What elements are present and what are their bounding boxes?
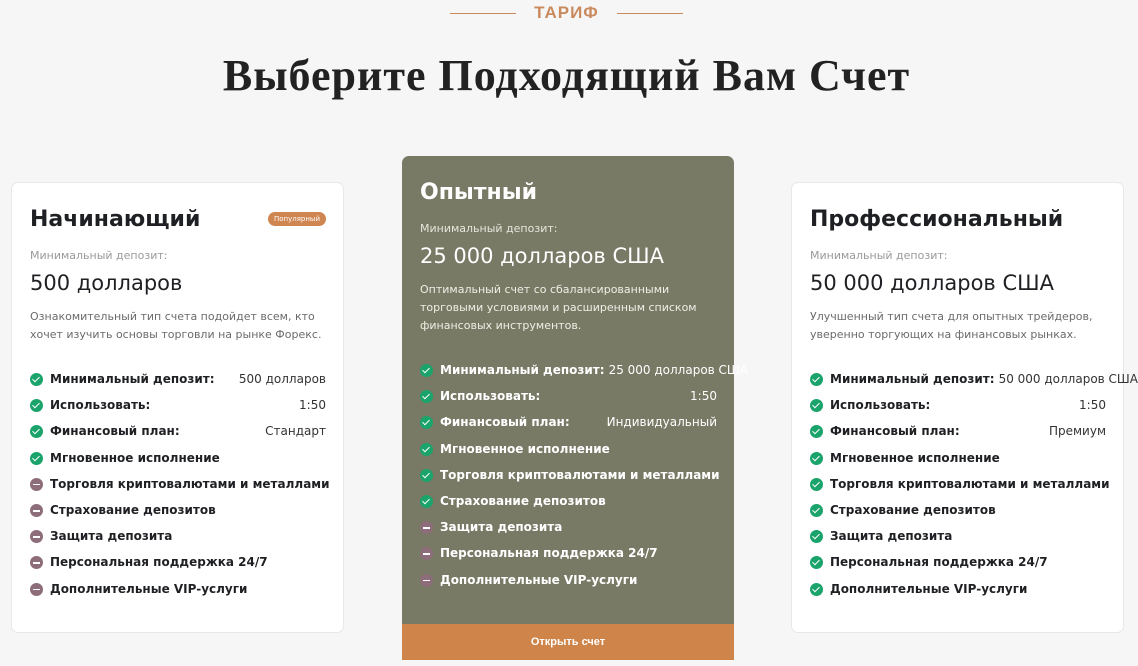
feature-label: Финансовый план: bbox=[830, 424, 960, 439]
feature-label: Дополнительные VIP-услуги bbox=[50, 581, 248, 596]
min-deposit-label: Минимальный депозит: bbox=[420, 222, 558, 235]
feature-row bbox=[810, 451, 1106, 477]
feature-label: Мгновенное исполнение bbox=[440, 441, 610, 456]
check-icon bbox=[30, 452, 43, 465]
feature-value: 1:50 bbox=[299, 398, 326, 413]
feature-row bbox=[420, 442, 717, 468]
feature-label: Мгновенное исполнение bbox=[50, 450, 220, 465]
check-icon bbox=[810, 583, 823, 596]
feature-value: 1:50 bbox=[1079, 398, 1106, 413]
feature-row bbox=[810, 398, 1106, 424]
eyebrow-line-right bbox=[617, 13, 683, 14]
feature-label: Персональная поддержка 24/7 bbox=[440, 546, 658, 561]
plan-title-text: Профессиональный bbox=[810, 207, 1064, 232]
minus-icon bbox=[420, 574, 433, 587]
feature-row bbox=[810, 503, 1106, 529]
feature-row bbox=[420, 546, 717, 572]
feature-value: Премиум bbox=[1048, 424, 1106, 439]
feature-label: Дополнительные VIP-услуги bbox=[440, 572, 638, 587]
eyebrow-text: ТАРИФ bbox=[534, 3, 599, 22]
check-icon bbox=[420, 390, 433, 403]
check-icon bbox=[420, 469, 433, 482]
popular-badge: Популярный bbox=[268, 212, 326, 226]
feature-row bbox=[810, 476, 1110, 503]
plan-title-text: Начинающий bbox=[30, 207, 201, 232]
feature-row bbox=[30, 398, 326, 424]
feature-row bbox=[810, 529, 1106, 555]
check-icon bbox=[810, 452, 823, 465]
min-deposit-label: Минимальный депозит: bbox=[30, 249, 168, 262]
plan-title bbox=[810, 207, 1106, 232]
feature-label: Финансовый план: bbox=[50, 424, 180, 439]
feature-row bbox=[420, 389, 717, 415]
feature-row bbox=[420, 467, 720, 494]
feature-label: Минимальный депозит: bbox=[440, 363, 605, 377]
feature-label: Использовать: bbox=[830, 398, 931, 413]
feature-list bbox=[30, 372, 330, 608]
feature-row bbox=[810, 424, 1106, 450]
feature-label: Защита депозита bbox=[830, 529, 953, 544]
check-icon bbox=[30, 425, 43, 438]
feature-label: Использовать: bbox=[440, 389, 541, 404]
plan-title bbox=[420, 180, 717, 205]
feature-row bbox=[30, 529, 326, 555]
feature-row bbox=[420, 520, 717, 546]
feature-row bbox=[420, 573, 717, 599]
feature-label: Защита депозита bbox=[50, 529, 173, 544]
feature-row bbox=[810, 555, 1106, 581]
check-icon bbox=[810, 478, 823, 491]
check-icon bbox=[810, 399, 823, 412]
feature-row bbox=[30, 372, 326, 398]
eyebrow-line-left bbox=[450, 13, 516, 14]
feature-label: Использовать: bbox=[50, 398, 151, 413]
feature-list bbox=[420, 363, 748, 599]
feature-row bbox=[30, 451, 326, 477]
feature-list bbox=[810, 372, 1138, 608]
check-icon bbox=[30, 399, 43, 412]
plan-description: Оптимальный счет со сбалансированными торговыми условиями и расширенным списком финансовых инструментов. bbox=[420, 283, 697, 332]
check-icon bbox=[810, 504, 823, 517]
feature-label: Персональная поддержка 24/7 bbox=[50, 555, 268, 570]
open-account-button[interactable]: Открыть счет bbox=[402, 624, 734, 660]
feature-label: Персональная поддержка 24/7 bbox=[830, 555, 1048, 570]
plan-amount: 50 000 долларов США bbox=[810, 271, 1054, 295]
feature-row bbox=[420, 415, 717, 441]
feature-label: Минимальный депозит: bbox=[50, 372, 215, 386]
minus-icon bbox=[30, 583, 43, 596]
minus-icon bbox=[420, 547, 433, 560]
plan-card-experienced bbox=[402, 156, 748, 660]
feature-value: 25 000 долларов США bbox=[608, 363, 748, 377]
feature-row bbox=[30, 476, 330, 503]
feature-label: Дополнительные VIP-услуги bbox=[830, 581, 1028, 596]
feature-row bbox=[30, 582, 326, 608]
feature-label: Страхование депозитов bbox=[440, 493, 606, 508]
feature-label: Страхование депозитов bbox=[50, 502, 216, 517]
feature-label: Мгновенное исполнение bbox=[830, 450, 1000, 465]
check-icon bbox=[810, 530, 823, 543]
feature-value: Стандарт bbox=[265, 424, 326, 439]
feature-value: 500 долларов bbox=[238, 372, 326, 386]
check-icon bbox=[810, 373, 823, 386]
feature-label: Торговля криптовалютами и металлами bbox=[830, 476, 1110, 491]
minus-icon bbox=[30, 530, 43, 543]
feature-row bbox=[420, 363, 748, 389]
check-icon bbox=[810, 556, 823, 569]
check-icon bbox=[420, 416, 433, 429]
feature-label: Торговля криптовалютами и металлами bbox=[440, 467, 720, 482]
feature-row bbox=[30, 503, 326, 529]
feature-value: 50 000 долларов США bbox=[998, 372, 1138, 386]
minus-icon bbox=[30, 504, 43, 517]
check-icon bbox=[420, 443, 433, 456]
plan-amount: 25 000 долларов США bbox=[420, 244, 664, 268]
plan-card-beginner bbox=[11, 182, 344, 633]
check-icon bbox=[810, 425, 823, 438]
plan-title-text: Опытный bbox=[420, 180, 538, 205]
feature-label: Торговля криптовалютами и металлами bbox=[50, 476, 330, 491]
feature-label: Защита депозита bbox=[440, 520, 563, 535]
feature-row bbox=[30, 424, 326, 450]
minus-icon bbox=[30, 556, 43, 569]
plan-description: Улучшенный тип счета для опытных трейдеров, уверенно торгующих на финансовых рынках. bbox=[810, 310, 1093, 341]
minus-icon bbox=[420, 521, 433, 534]
check-icon bbox=[420, 495, 433, 508]
plan-description: Ознакомительный тип счета подойдет всем, кто хочет изучить основы торговли на рынке Форекс. bbox=[30, 310, 322, 341]
feature-label: Страхование депозитов bbox=[830, 502, 996, 517]
plan-amount: 500 долларов bbox=[30, 271, 183, 295]
section-title: Выберите Подходящий Вам Счет bbox=[222, 51, 911, 100]
minus-icon bbox=[30, 478, 43, 491]
feature-row bbox=[420, 494, 717, 520]
check-icon bbox=[420, 364, 433, 377]
feature-row bbox=[30, 555, 326, 581]
feature-row bbox=[810, 372, 1138, 398]
feature-label: Финансовый план: bbox=[440, 415, 570, 430]
feature-label: Минимальный депозит: bbox=[830, 372, 995, 386]
plan-card-professional bbox=[791, 182, 1138, 633]
check-icon bbox=[30, 373, 43, 386]
feature-row bbox=[810, 582, 1106, 608]
min-deposit-label: Минимальный депозит: bbox=[810, 249, 948, 262]
section-eyebrow bbox=[0, 3, 1133, 23]
feature-value: 1:50 bbox=[690, 389, 717, 404]
feature-value: Индивидуальный bbox=[606, 415, 717, 430]
